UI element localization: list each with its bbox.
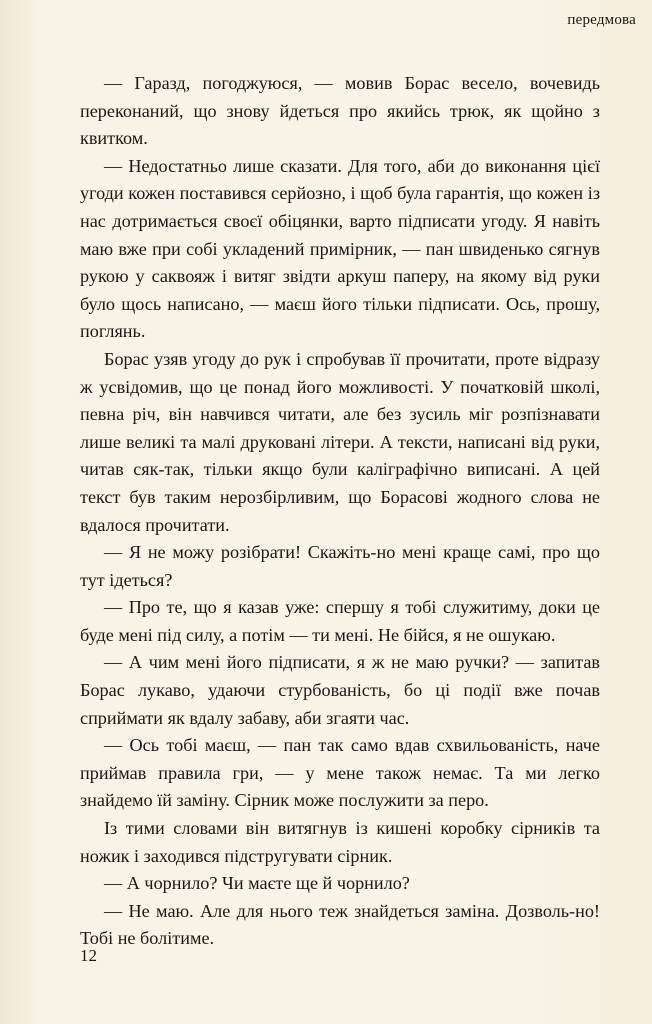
paragraph: — А чим мені його підписати, я ж не маю ручки? — запитав Борас лукаво, удаючи стурбованість, бо ці події вже почав сприймати як вдалу забаву, аби згаяти час. xyxy=(80,652,600,728)
paragraph: Борас узяв угоду до рук і спробував її прочитати, проте відразу ж усвідомив, що це понад його можливості. У початковій школі, певна річ, він навчився читати, але без зусиль міг розпізнавати лише великі та малі друковані літери. А тексти, написані від руки, читав сяк-так, тільки якщо були каліграфічно виписані. А цей текст був таким нерозбірливим, що Борасові жодного слова не вдалося прочитати. xyxy=(80,348,600,535)
page-number: 12 xyxy=(80,946,97,965)
paragraph: — Я не можу розібрати! Скажіть-но мені краще самі, про що тут ідеться? xyxy=(80,542,600,590)
paragraph: — Недостатньо лише сказати. Для того, аби до виконання цієї угоди кожен поставився серйозно, і щоб була гарантія, що кожен із нас дотримається своєї обіцянки, варто підписати угоду. Я навіть маю вже при собі укладений примірник, — пан швиденько сягнув рукою у саквояж і витяг звідти аркуш паперу, на якому від руки було щось написано, — маєш його тільки підписати. Ось, прошу, поглянь. xyxy=(80,155,600,342)
paragraph: — Про те, що я казав уже: спершу я тобі служитиму, доки це буде мені під силу, а потім — ти мені. Не бійся, я не ошукаю. xyxy=(80,597,600,645)
body-text xyxy=(80,70,600,953)
running-header: передмова xyxy=(567,12,636,28)
paragraph: — Гаразд, погоджуюся, — мовив Борас весело, вочевидь переконаний, що знову йдеться про якийсь трюк, як щойно з квитком. xyxy=(80,73,600,149)
paragraph: — Ось тобі маєш, — пан так само вдав схвильованість, наче приймав правила гри, — у мене також немає. Та ми легко знайдемо їй заміну. Сірник може послужити за перо. xyxy=(80,735,600,811)
paragraph: — Не маю. Але для нього теж знайдеться заміна. Дозволь-но! Тобі не болітиме. xyxy=(80,900,600,949)
paragraph: — А чорнило? Чи маєте ще й чорнило? xyxy=(104,873,410,894)
paragraph: Із тими словами він витягнув із кишені коробку сірників та ножик і заходився підстругувати сірник. xyxy=(80,818,600,866)
